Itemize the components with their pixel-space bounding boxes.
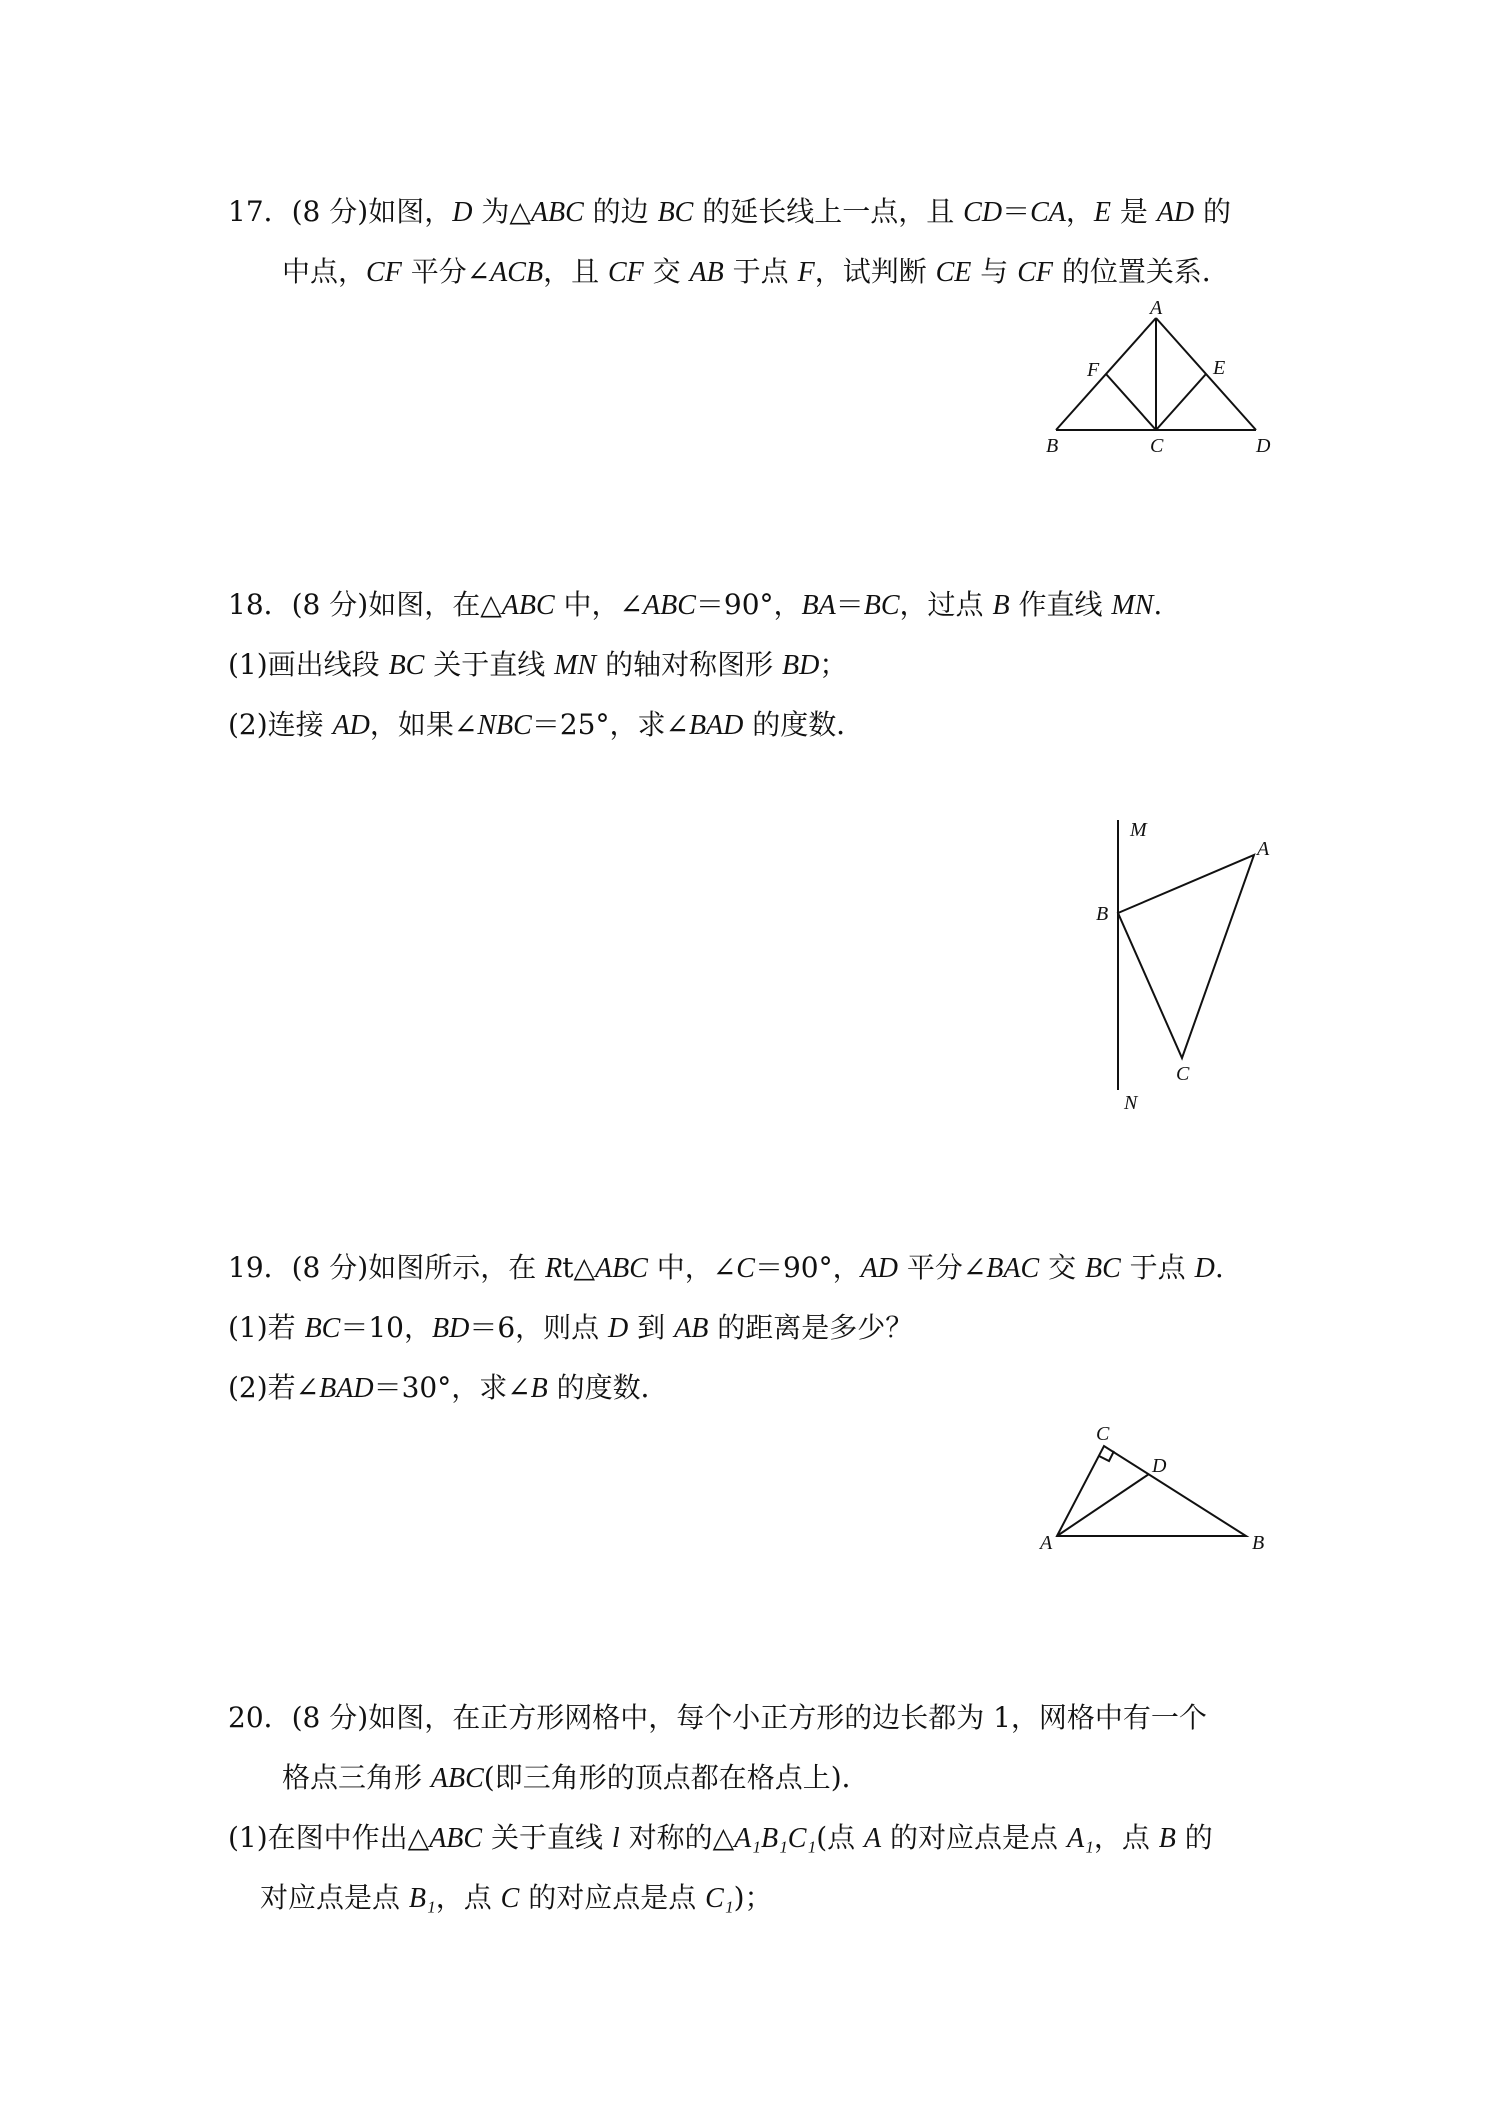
q17-figure — [1030, 297, 1280, 460]
label-E: E — [1213, 357, 1226, 379]
label-B: B — [1252, 1532, 1265, 1554]
label-D: D — [1256, 435, 1271, 457]
q19-line-3: (2)若∠BAD＝30°，求∠B 的度数． — [228, 1371, 669, 1404]
q20-line-2: 格点三角形 ABC(即三角形的顶点都在格点上)． — [282, 1761, 870, 1794]
q17-line-2: 中点，CF 平分∠ACB，且 CF 交 AB 于点 F，试判断 CE 与 CF 的位置关系． — [282, 255, 1230, 288]
label-A: A — [1150, 297, 1163, 319]
label-B: B — [1046, 435, 1059, 457]
q17-line-1: 17．(8 分)如图，D 为△ABC 的边 BC 的延长线上一点，且 CD＝CA，E 是 AD 的 — [228, 195, 1232, 228]
triangle-ABC — [1118, 855, 1254, 1058]
label-F: F — [1087, 359, 1100, 381]
segment-AD — [1057, 1474, 1149, 1536]
label-C: C — [1150, 435, 1164, 457]
q20-line-1: 20．(8 分)如图，在正方形网格中，每个小正方形的边长都为 1，网格中有一个 — [228, 1701, 1207, 1734]
segment-CF — [1106, 374, 1156, 430]
q19-line-2: (1)若 BC＝10，BD＝6，则点 D 到 AB 的距离是多少？ — [228, 1311, 914, 1344]
q19-figure — [1030, 1420, 1290, 1560]
q20-line-4: 对应点是点 B₁，点 C 的对应点是点 C₁)； — [260, 1881, 773, 1914]
q18-figure — [1090, 810, 1290, 1120]
label-D: D — [1152, 1455, 1167, 1477]
label-C: C — [1096, 1423, 1110, 1445]
q18-line-1: 18．(8 分)如图，在△ABC 中，∠ABC＝90°，BA＝BC，过点 B 作直线 MN. — [228, 588, 1163, 621]
label-A: A — [1040, 1532, 1053, 1554]
label-N: N — [1124, 1092, 1138, 1114]
segment-CE — [1156, 374, 1206, 430]
label-M: M — [1130, 819, 1147, 841]
label-A: A — [1257, 838, 1270, 860]
q18-line-3: (2)连接 AD，如果∠NBC＝25°，求∠BAD 的度数． — [228, 708, 865, 741]
q19-line-1: 19．(8 分)如图所示，在 Rt△ABC 中，∠C＝90°，AD 平分∠BAC 交 BC 于点 D. — [228, 1251, 1224, 1284]
q18-line-2: (1)画出线段 BC 关于直线 MN 的轴对称图形 BD； — [228, 648, 848, 681]
label-B: B — [1096, 903, 1109, 925]
q20-line-3: (1)在图中作出△ABC 关于直线 l 对称的△A₁B₁C₁(点 A 的对应点是点 A₁，点 B 的 — [228, 1821, 1213, 1854]
label-C: C — [1176, 1063, 1190, 1085]
